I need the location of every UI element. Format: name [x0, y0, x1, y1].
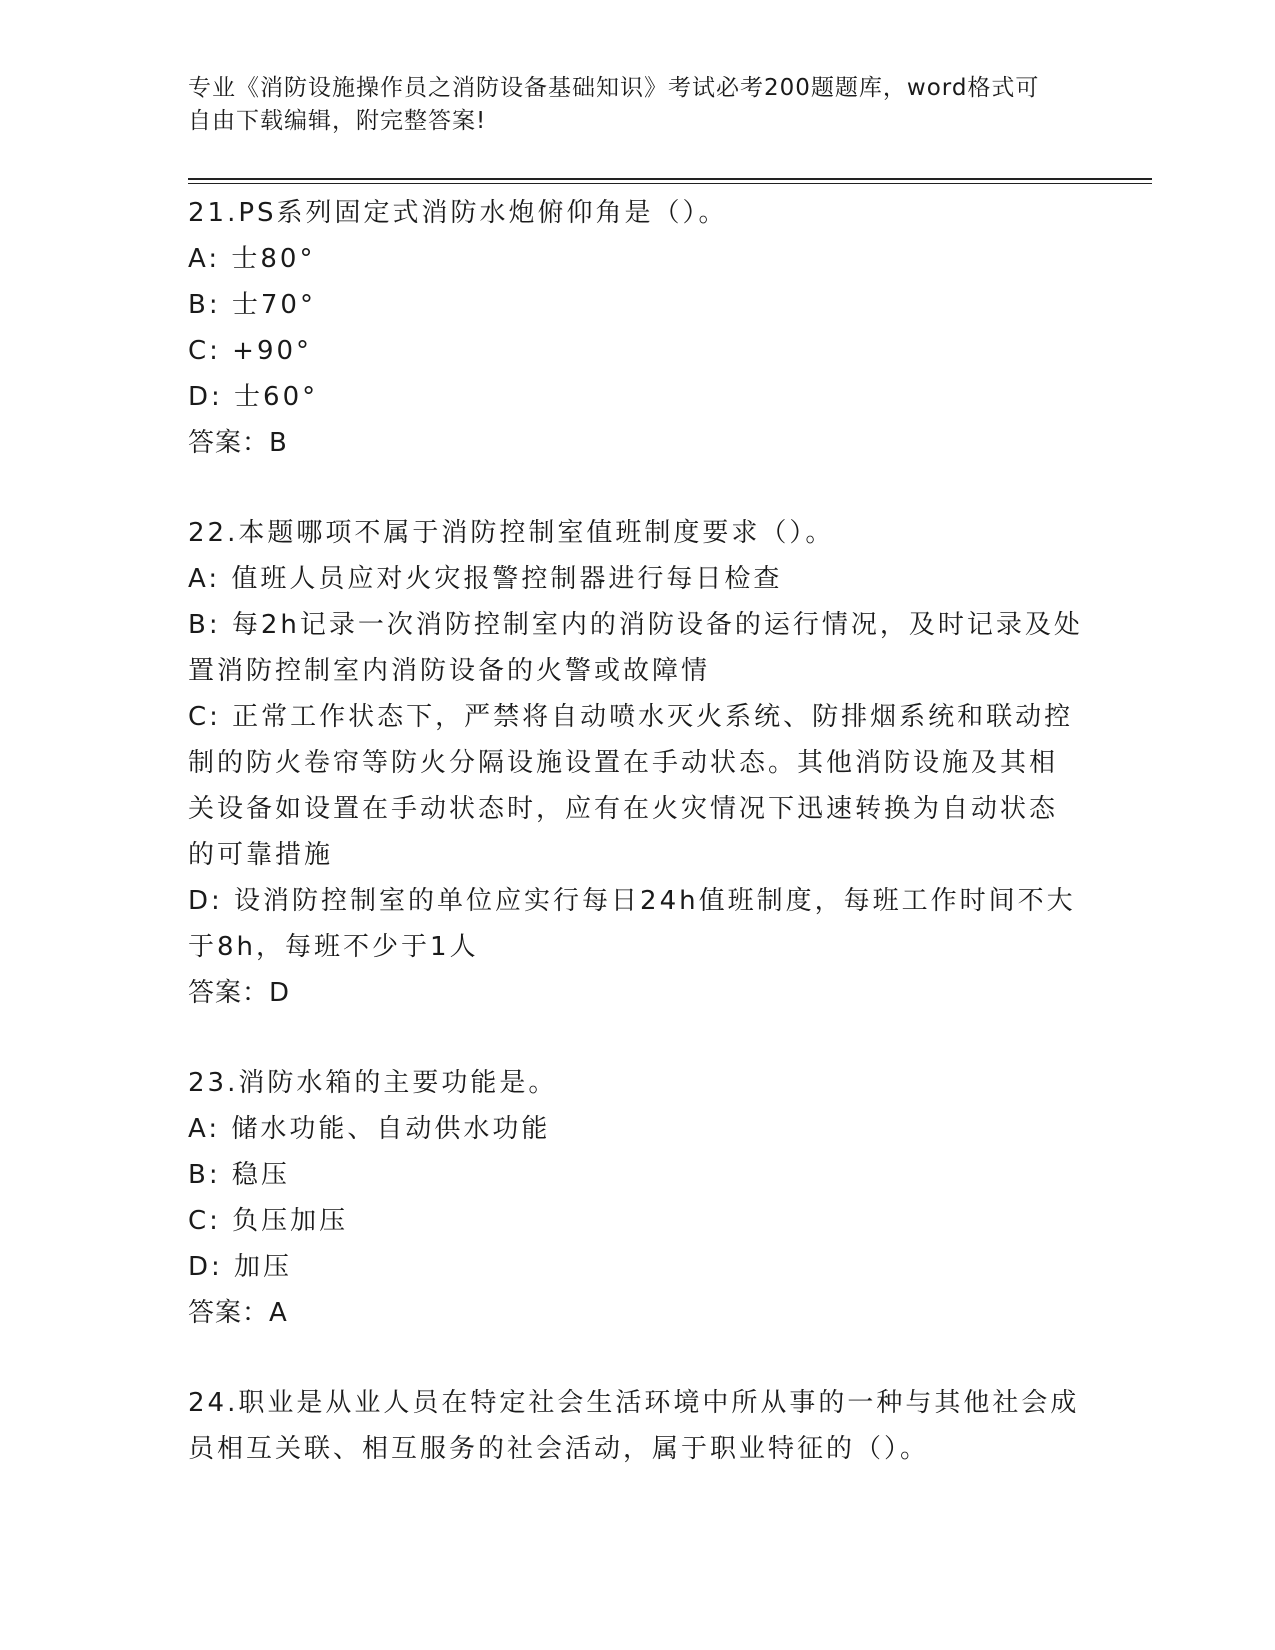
question-text: 22.本题哪项不属于消防控制室值班制度要求（）。	[188, 518, 835, 548]
question-23	[188, 1060, 1083, 1336]
option-c: C: +90°	[188, 336, 313, 366]
option-b: B: 士70°	[188, 290, 316, 320]
header-line-1: 专业《消防设施操作员之消防设备基础知识》考试必考200题题库，word格式可	[188, 75, 1040, 101]
option-b: B: 每2h记录一次消防控制室内的消防设备的运行情况，及时记录及处置消防控制室内消防设备的火警或故障情	[188, 610, 1083, 686]
answer: 答案：A	[188, 1298, 288, 1328]
header-divider	[188, 178, 1152, 180]
option-a: A: 值班人员应对火灾报警控制器进行每日检查	[188, 564, 783, 594]
option-c: C: 正常工作状态下，严禁将自动喷水灭火系统、防排烟系统和联动控制的防火卷帘等防火分隔设施设置在手动状态。其他消防设施及其相关设备如设置在手动状态时，应有在火灾情况下迅速转换为自动状态的可靠措施	[188, 702, 1074, 870]
document-header	[188, 72, 1068, 138]
option-d: D: 加压	[188, 1252, 293, 1282]
option-c: C: 负压加压	[188, 1206, 349, 1236]
option-a: A: 储水功能、自动供水功能	[188, 1114, 551, 1144]
option-d: D: 设消防控制室的单位应实行每日24h值班制度，每班工作时间不大于8h，每班不少于1人	[188, 886, 1076, 962]
question-text: 21.PS系列固定式消防水炮俯仰角是（）。	[188, 198, 728, 228]
option-b: B: 稳压	[188, 1160, 290, 1190]
header-line-2: 自由下载编辑，附完整答案!	[188, 108, 487, 134]
answer: 答案：B	[188, 428, 288, 458]
option-a: A: 士80°	[188, 244, 316, 274]
header-divider-thin	[188, 183, 1152, 184]
option-d: D: 士60°	[188, 382, 319, 412]
question-list	[188, 190, 1083, 1472]
answer: 答案：D	[188, 978, 291, 1008]
question-text: 23.消防水箱的主要功能是。	[188, 1068, 558, 1098]
question-text: 24.职业是从业人员在特定社会生活环境中所从事的一种与其他社会成员相互关联、相互服务的社会活动，属于职业特征的（）。	[188, 1388, 1080, 1464]
question-21	[188, 190, 1083, 466]
question-22	[188, 510, 1083, 1016]
question-24	[188, 1380, 1083, 1472]
